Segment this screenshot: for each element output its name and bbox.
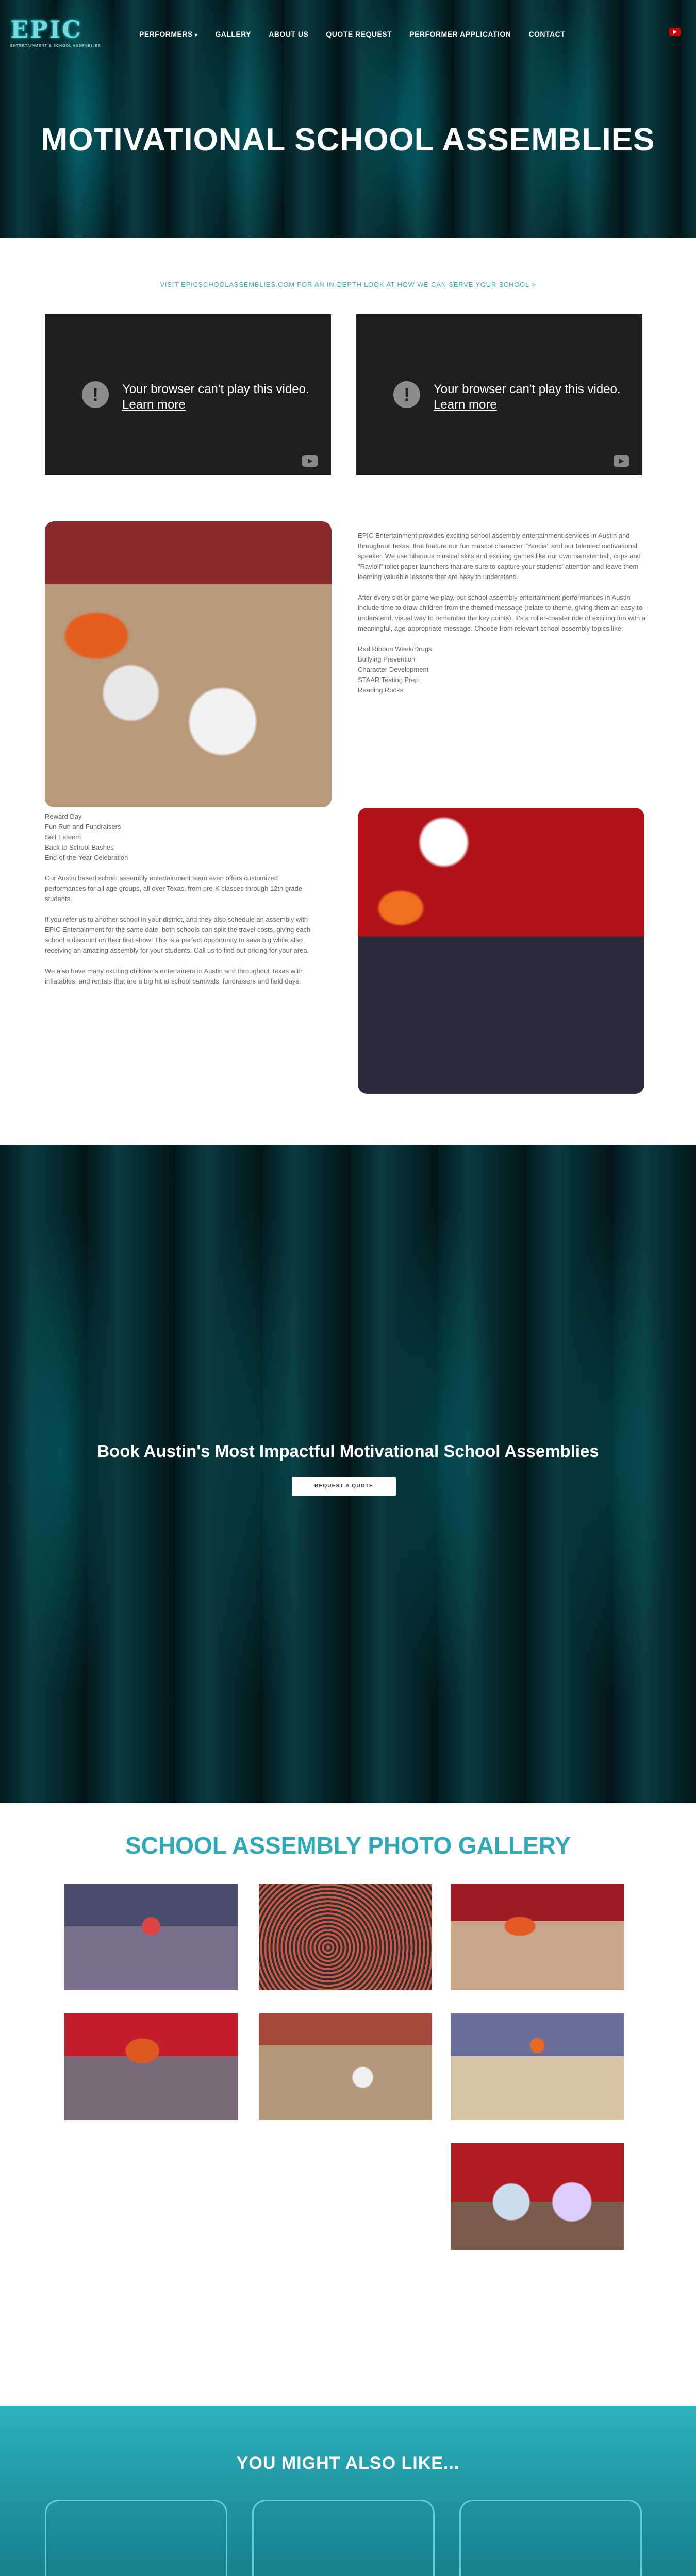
assembly-photo-gym [45,521,332,807]
video-error-message: Your browser can't play this video. [122,382,309,396]
card-dunk-team[interactable] [252,2500,435,2576]
list-item: Self Esteem [45,833,81,841]
logo-sub-text: ENTERTAINMENT & SCHOOL ASSEMBLIES [10,44,101,48]
video-error-message: Your browser can't play this video. [434,382,621,396]
visit-site-link[interactable]: VISIT EPICSCHOOLASSEMBLIES.COM FOR AN IN-DEPTH LOOK AT HOW WE CAN SERVE YOUR SCHOOL > [160,281,536,289]
warning-icon: ! [393,381,420,408]
customized-paragraph: Our Austin based school assembly entertainment team even offers customized performances for all age groups, all over Texas, from pre-K classes through 12th grade students. [45,874,303,903]
gallery-photo-7[interactable] [451,2143,624,2250]
entertainers-paragraph: We also have many exciting children's entertainers in Austin and throughout Texas with inflatables, and rentals that are a big hit at school carnivals, fundraisers and field days. [45,967,303,985]
video-player-1[interactable] [45,314,331,475]
request-quote-button[interactable]: REQUEST A QUOTE [292,1477,396,1496]
learn-more-link[interactable]: Learn more [434,398,497,412]
list-item: Bullying Prevention [358,655,416,663]
content-left-column [45,811,313,997]
page-title: MOTIVATIONAL SCHOOL ASSEMBLIES [41,122,655,158]
list-item: Reward Day [45,812,82,820]
logo-main-text: EPIC [10,15,82,43]
nav-performers-label: PERFORMERS [139,30,193,38]
nav-contact[interactable]: CONTACT [528,30,566,38]
list-item: Character Development [358,666,429,673]
site-logo[interactable] [10,15,101,48]
youtube-icon[interactable] [669,28,681,36]
learn-more-link[interactable]: Learn more [122,398,186,412]
book-band [0,1145,696,1803]
nav-performer-application[interactable]: PERFORMER APPLICATION [409,30,511,38]
gallery-photo-6[interactable] [451,2013,624,2120]
referral-paragraph: If you refer us to another school in your district, and they also schedule an assembly with EPIC Entertainment for the same date, both schools can split the travel costs, giving each school a discount on their first show! This is a perfect opportunity to save big while also receiving an amazing assembly for your students. Call us to find out pricing for your area. [45,916,311,954]
youtube-logo-icon[interactable] [614,455,629,467]
list-item: Reading Rocks [358,686,404,694]
card-christian-events[interactable] [45,2500,227,2576]
list-item: STAAR Testing Prep [358,676,419,684]
youtube-logo-icon[interactable] [302,455,318,467]
nav-about-us[interactable]: ABOUT US [269,30,309,38]
gallery-photo-4[interactable] [64,2013,238,2120]
nav-performers[interactable] [139,30,197,38]
nav-quote-request[interactable]: QUOTE REQUEST [326,30,392,38]
gallery-photo-2[interactable] [259,1884,432,1990]
gallery-photo-5[interactable] [259,2013,432,2120]
topics-paragraph: After every skit or game we play, our school assembly entertainment performances in Austin include time to draw children from the themed message (relate to theme, giving them an easy-to-understand, visual way to remember the key points). It's a roller-coaster ride of exciting fun with a meaningful, age-appropriate message. Choose from relevant school assembly topics like: [358,594,646,632]
list-item: End-of-the-Year Celebration [45,854,128,861]
nav-gallery[interactable]: GALLERY [215,30,252,38]
content-right-column [358,531,647,696]
main-nav [139,30,565,38]
list-item: Red Ribbon Week/Drugs [358,645,432,653]
chevron-down-icon: ▾ [194,32,198,38]
intro-paragraph: EPIC Entertainment provides exciting school assembly entertainment services in Austin and throughout Texas, that feature our fun mascot character "Yaocia" and our talented motivational speaker. We use hilarious musical skits and exciting games like our own hamster ball, cups and "Ravioli" toilet paper launchers that are sure to capture your students' attention and leave them learning valuable lessons that are easy to understand. [358,532,641,581]
book-heading: Book Austin's Most Impactful Motivational School Assemblies [97,1442,599,1461]
gallery-heading: SCHOOL ASSEMBLY PHOTO GALLERY [125,1832,571,1859]
warning-icon: ! [82,381,109,408]
assembly-photo-stage [358,808,644,1094]
list-item: Back to School Bashes [45,843,114,851]
card-exotic-animals[interactable] [459,2500,642,2576]
gallery-photo-1[interactable] [64,1884,238,1990]
video-player-2[interactable] [356,314,642,475]
topics-list [358,644,647,696]
gallery-photo-3[interactable] [451,1884,624,1990]
also-like-heading: YOU MIGHT ALSO LIKE... [236,2453,460,2473]
list-item: Fun Run and Fundraisers [45,823,121,831]
more-topics-list [45,811,313,863]
